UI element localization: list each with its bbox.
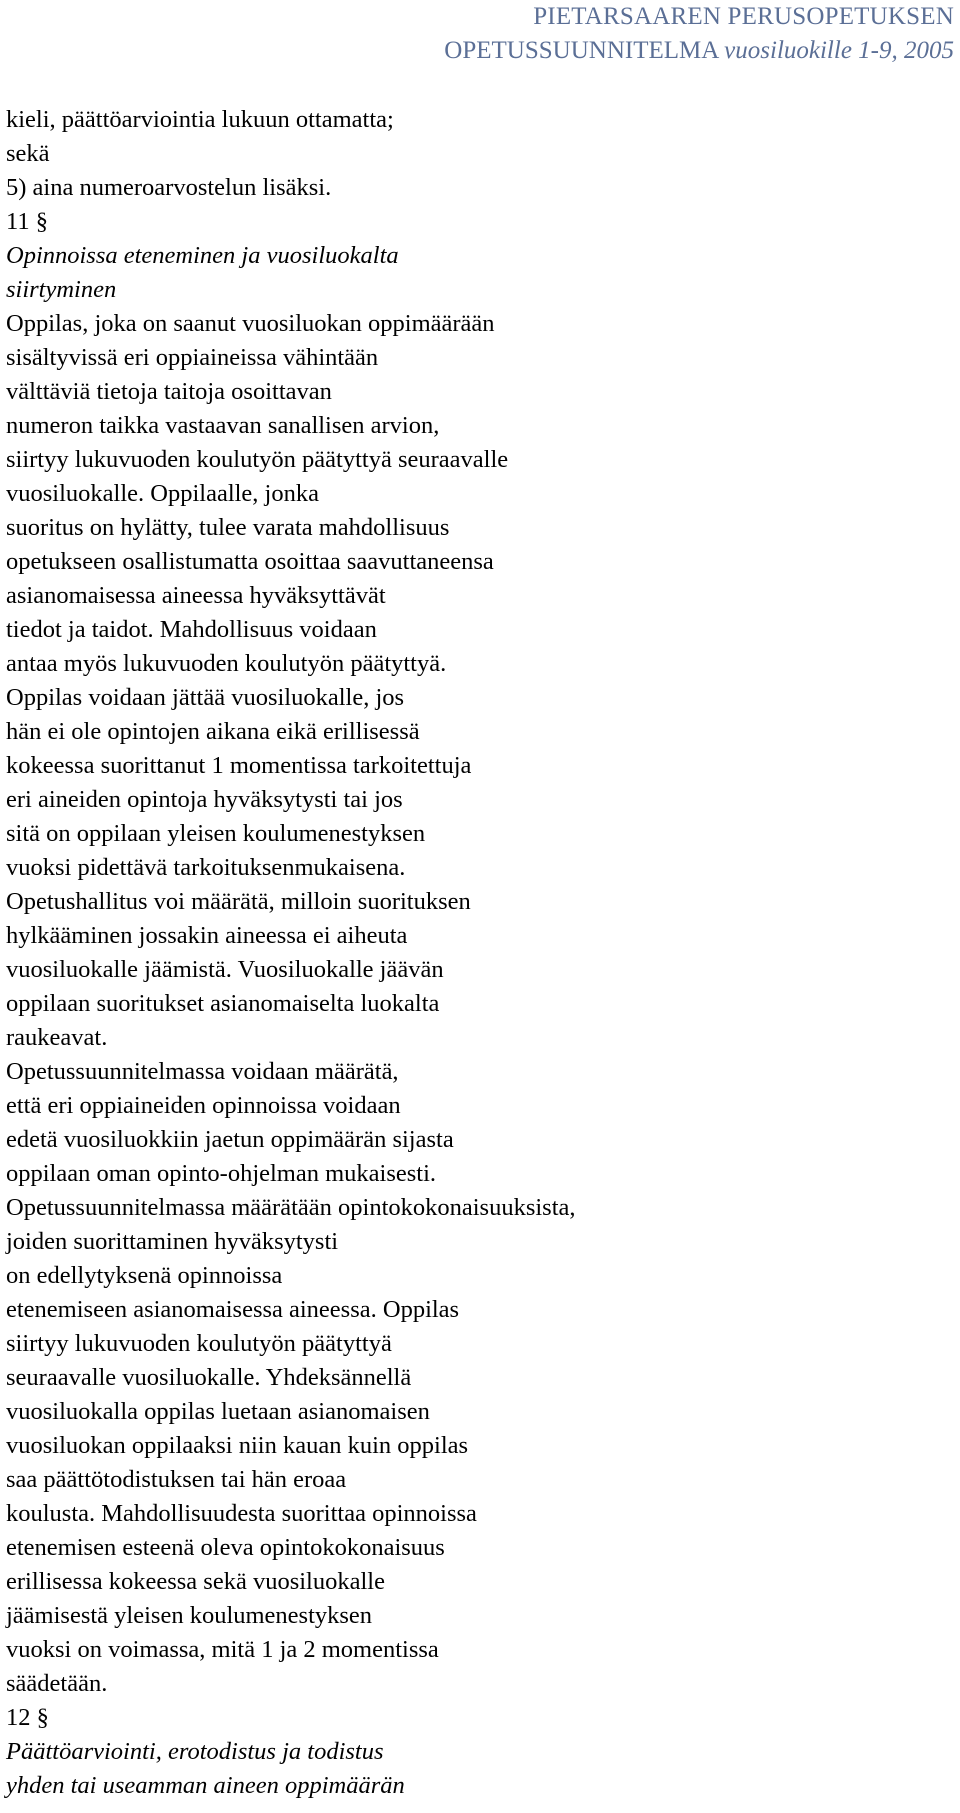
text-line: numeron taikka vastaavan sanallisen arvion, bbox=[6, 412, 440, 439]
text-line: Opetussuunnitelmassa voidaan määrätä, bbox=[6, 1058, 399, 1085]
header-subtitle-line bbox=[444, 34, 954, 68]
text-line: oppilaan oman opinto-ohjelman mukaisesti. bbox=[6, 1160, 437, 1187]
section-heading: yhden tai useamman aineen oppimäärän bbox=[6, 1772, 405, 1799]
text-line: vuosiluokan oppilaaksi niin kauan kuin oppilas bbox=[6, 1432, 469, 1459]
text-line: että eri oppiaineiden opinnoissa voidaan bbox=[6, 1092, 401, 1119]
section-number: 11 § bbox=[6, 208, 48, 235]
text-line: kokeessa suorittanut 1 momentissa tarkoitettuja bbox=[6, 752, 472, 779]
running-header bbox=[444, 0, 954, 68]
text-line: joiden suorittaminen hyväksytysti bbox=[6, 1228, 339, 1255]
header-title-line: PIETARSAAREN PERUSOPETUKSEN bbox=[533, 3, 954, 30]
text-line: sisältyvissä eri oppiaineissa vähintään bbox=[6, 344, 379, 371]
text-line: edetä vuosiluokkiin jaetun oppimäärän sijasta bbox=[6, 1126, 454, 1153]
text-line: Opetushallitus voi määrätä, milloin suorituksen bbox=[6, 888, 471, 915]
body-text bbox=[6, 103, 951, 1803]
text-line: sitä on oppilaan yleisen koulumenestyksen bbox=[6, 820, 426, 847]
text-line: Oppilas voidaan jättää vuosiluokalle, jos bbox=[6, 684, 405, 711]
text-line: seuraavalle vuosiluokalle. Yhdeksännellä bbox=[6, 1364, 412, 1391]
text-line: Opetussuunnitelmassa määrätään opintokokonaisuuksista, bbox=[6, 1194, 576, 1221]
text-line: raukeavat. bbox=[6, 1024, 108, 1051]
text-line: hän ei ole opintojen aikana eikä erillisessä bbox=[6, 718, 420, 745]
header-subtitle-prefix: OPETUSSUUNNITELMA bbox=[444, 37, 725, 64]
text-line: eri aineiden opintoja hyväksytysti tai jos bbox=[6, 786, 403, 813]
text-line: vuoksi on voimassa, mitä 1 ja 2 momentissa bbox=[6, 1636, 439, 1663]
header-subtitle-suffix: vuosiluokille 1-9, 2005 bbox=[724, 37, 954, 64]
text-line: saa päättötodistuksen tai hän eroaa bbox=[6, 1466, 347, 1493]
text-line: jäämisestä yleisen koulumenestyksen bbox=[6, 1602, 373, 1629]
text-line: etenemiseen asianomaisessa aineessa. Oppilas bbox=[6, 1296, 460, 1323]
text-line: Oppilas, joka on saanut vuosiluokan oppimäärään bbox=[6, 310, 495, 337]
text-line: hylkääminen jossakin aineessa ei aiheuta bbox=[6, 922, 408, 949]
text-line: sekä bbox=[6, 140, 50, 167]
text-line: välttäviä tietoja taitoja osoittavan bbox=[6, 378, 332, 405]
text-line: kieli, päättöarviointia lukuun ottamatta; bbox=[6, 106, 394, 133]
text-line: 5) aina numeroarvostelun lisäksi. bbox=[6, 174, 332, 201]
section-heading: Opinnoissa eteneminen ja vuosiluokalta bbox=[6, 242, 399, 269]
text-line: opetukseen osallistumatta osoittaa saavuttaneensa bbox=[6, 548, 494, 575]
text-line: suoritus on hylätty, tulee varata mahdollisuus bbox=[6, 514, 450, 541]
text-line: vuosiluokalle jäämistä. Vuosiluokalle jäävän bbox=[6, 956, 444, 983]
text-line: vuoksi pidettävä tarkoituksenmukaisena. bbox=[6, 854, 406, 881]
text-line: säädetään. bbox=[6, 1670, 108, 1697]
text-line: erillisessa kokeessa sekä vuosiluokalle bbox=[6, 1568, 385, 1595]
text-line: asianomaisessa aineessa hyväksyttävät bbox=[6, 582, 386, 609]
section-heading: Päättöarviointi, erotodistus ja todistus bbox=[6, 1738, 384, 1765]
text-line: antaa myös lukuvuoden koulutyön päätyttyä. bbox=[6, 650, 447, 677]
text-line: etenemisen esteenä oleva opintokokonaisuus bbox=[6, 1534, 445, 1561]
text-line: siirtyy lukuvuoden koulutyön päätyttyä seuraavalle bbox=[6, 446, 509, 473]
text-line: tiedot ja taidot. Mahdollisuus voidaan bbox=[6, 616, 377, 643]
text-line: vuosiluokalla oppilas luetaan asianomaisen bbox=[6, 1398, 430, 1425]
section-number: 12 § bbox=[6, 1704, 49, 1731]
text-line: on edellytyksenä opinnoissa bbox=[6, 1262, 283, 1289]
text-line: vuosiluokalle. Oppilaalle, jonka bbox=[6, 480, 319, 507]
text-line: koulusta. Mahdollisuudesta suorittaa opinnoissa bbox=[6, 1500, 477, 1527]
text-line: oppilaan suoritukset asianomaiselta luokalta bbox=[6, 990, 440, 1017]
text-line: siirtyy lukuvuoden koulutyön päätyttyä bbox=[6, 1330, 392, 1357]
section-heading: siirtyminen bbox=[6, 276, 117, 303]
